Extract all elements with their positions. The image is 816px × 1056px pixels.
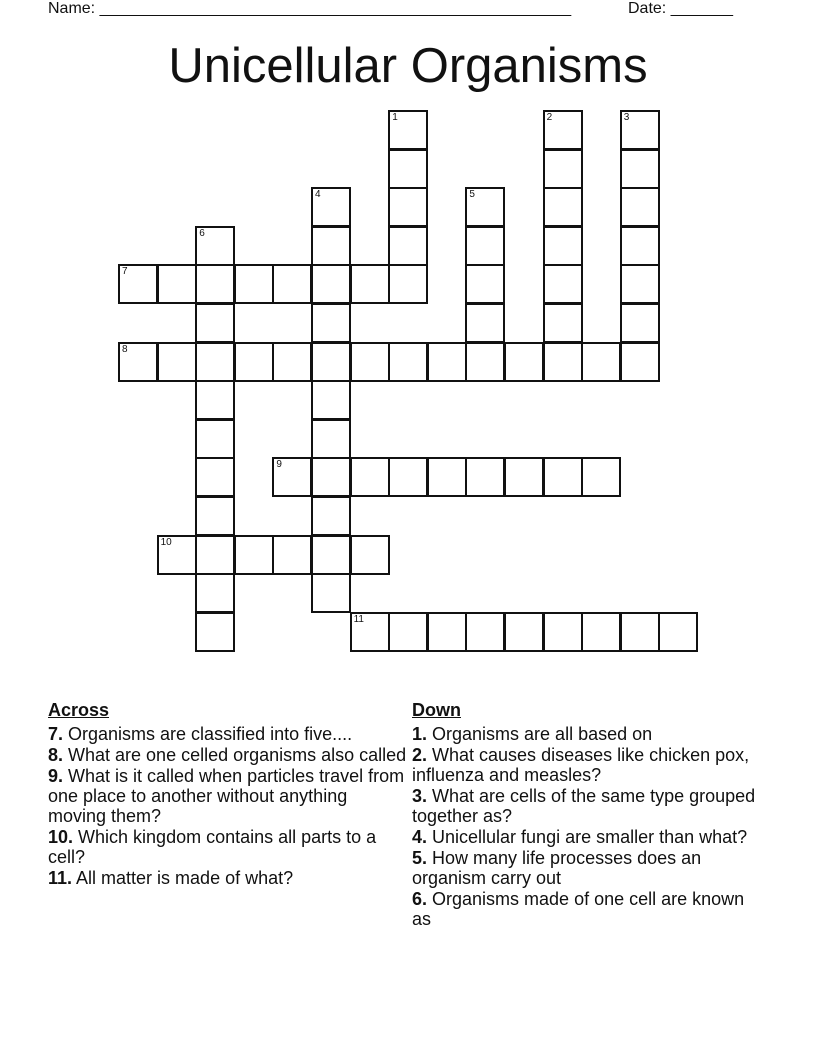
crossword-cell[interactable] [543, 264, 583, 304]
crossword-cell[interactable] [388, 264, 428, 304]
clue-number: 4. [412, 827, 428, 847]
crossword-cell[interactable] [311, 535, 351, 575]
crossword-cell[interactable] [311, 264, 351, 304]
crossword-cell[interactable] [195, 342, 235, 382]
clue-text: Organisms made of one cell are known as [412, 889, 745, 929]
crossword-cell[interactable] [195, 226, 235, 266]
clue-number: 3. [412, 786, 428, 806]
crossword-cell[interactable] [581, 342, 621, 382]
crossword-cell[interactable] [465, 264, 505, 304]
crossword-cell[interactable] [620, 110, 660, 150]
crossword-cell[interactable] [118, 342, 158, 382]
crossword-cell[interactable] [581, 457, 621, 497]
clue-number-label: 9 [276, 459, 282, 471]
crossword-cell[interactable] [195, 612, 235, 652]
crossword-cell[interactable] [350, 612, 390, 652]
clue-number: 1. [412, 724, 428, 744]
crossword-cell[interactable] [350, 457, 390, 497]
down-clue [412, 724, 757, 744]
crossword-cell[interactable] [465, 612, 505, 652]
clue-number: 8. [48, 745, 64, 765]
crossword-cell[interactable] [620, 226, 660, 266]
crossword-cell[interactable] [388, 612, 428, 652]
crossword-cell[interactable] [195, 573, 235, 613]
crossword-cell[interactable] [311, 457, 351, 497]
crossword-cell[interactable] [465, 457, 505, 497]
crossword-cell[interactable] [388, 342, 428, 382]
crossword-cell[interactable] [465, 342, 505, 382]
crossword-cell[interactable] [388, 110, 428, 150]
crossword-cell[interactable] [311, 187, 351, 227]
clue-text: Organisms are classified into five.... [63, 724, 353, 744]
crossword-cell[interactable] [388, 149, 428, 189]
crossword-cell[interactable] [388, 187, 428, 227]
clue-text: Organisms are all based on [427, 724, 653, 744]
clue-number: 7. [48, 724, 64, 744]
clue-number: 5. [412, 848, 428, 868]
crossword-cell[interactable] [543, 303, 583, 343]
crossword-cell[interactable] [157, 342, 197, 382]
crossword-cell[interactable] [543, 342, 583, 382]
clue-number: 6. [412, 889, 428, 909]
clue-number: 9. [48, 766, 64, 786]
down-clue [412, 827, 757, 847]
clue-number-label: 6 [199, 227, 205, 239]
crossword-cell[interactable] [311, 226, 351, 266]
crossword-cell[interactable] [195, 303, 235, 343]
crossword-cell[interactable] [543, 149, 583, 189]
crossword-cell[interactable] [620, 187, 660, 227]
across-heading: Across [48, 700, 110, 720]
crossword-cell[interactable] [427, 342, 467, 382]
down-clue [412, 745, 757, 785]
clue-text: What are one celled organisms also called [63, 745, 407, 765]
down-clue [412, 889, 757, 929]
name-field[interactable]: Name: _____________________________________________________ [48, 0, 572, 17]
crossword-cell[interactable] [311, 303, 351, 343]
crossword-cell[interactable] [311, 380, 351, 420]
clue-number-label: 10 [160, 536, 172, 548]
clue-number: 11. [48, 868, 73, 888]
crossword-cell[interactable] [118, 264, 158, 304]
crossword-cell[interactable] [272, 457, 312, 497]
clue-text: How many life processes does an organism carry out [412, 848, 702, 888]
crossword-cell[interactable] [195, 380, 235, 420]
crossword-cell[interactable] [157, 535, 197, 575]
crossword-cell[interactable] [311, 342, 351, 382]
crossword-cell[interactable] [195, 535, 235, 575]
crossword-cell[interactable] [195, 457, 235, 497]
crossword-cell[interactable] [543, 612, 583, 652]
across-clue [48, 827, 408, 867]
crossword-cell[interactable] [388, 226, 428, 266]
across-clue [48, 745, 408, 765]
crossword-cell[interactable] [388, 457, 428, 497]
crossword-cell[interactable] [465, 303, 505, 343]
crossword-cell[interactable] [465, 226, 505, 266]
across-clue [48, 724, 408, 744]
clue-number-label: 5 [469, 189, 475, 201]
crossword-cell[interactable] [311, 573, 351, 613]
clue-number-label: 11 [353, 613, 364, 625]
crossword-cell[interactable] [427, 457, 467, 497]
across-clues [48, 700, 408, 889]
crossword-cell[interactable] [504, 457, 544, 497]
crossword-cell[interactable] [195, 419, 235, 459]
clue-number-label: 3 [623, 112, 630, 123]
crossword-cell[interactable] [195, 496, 235, 536]
crossword-cell[interactable] [272, 535, 312, 575]
crossword-cell[interactable] [620, 303, 660, 343]
crossword-cell[interactable] [543, 457, 583, 497]
crossword-cell[interactable] [581, 612, 621, 652]
crossword-cell[interactable] [195, 264, 235, 304]
clue-number: 2. [412, 745, 428, 765]
crossword-cell[interactable] [311, 496, 351, 536]
across-clue [48, 868, 408, 888]
down-heading: Down [412, 700, 461, 720]
clue-number-label: 4 [315, 189, 321, 201]
crossword-cell[interactable] [543, 187, 583, 227]
crossword-cell[interactable] [350, 535, 390, 575]
clue-text: Unicellular fungi are smaller than what? [427, 827, 748, 847]
down-clues [412, 700, 757, 930]
across-clue [48, 766, 408, 826]
clue-number-label: 2 [546, 112, 553, 123]
date-field[interactable]: Date: _______ [628, 0, 733, 17]
clue-number-label: 8 [122, 343, 128, 355]
down-clue [412, 848, 757, 888]
crossword-cell[interactable] [504, 342, 544, 382]
crossword-cell[interactable] [234, 342, 274, 382]
crossword-cell[interactable] [620, 149, 660, 189]
crossword-cell[interactable] [350, 342, 390, 382]
clue-number-label: 7 [122, 266, 128, 278]
crossword-cell[interactable] [543, 110, 583, 150]
crossword-cell[interactable] [234, 535, 274, 575]
crossword-cell[interactable] [311, 419, 351, 459]
clue-text: All matter is made of what? [72, 868, 294, 888]
clue-text: What are cells of the same type grouped together as? [412, 786, 756, 826]
clue-text: Which kingdom contains all parts to a cell? [48, 827, 377, 867]
crossword-cell[interactable] [620, 612, 660, 652]
clue-text: What is it called when particles travel from one place to another without anything moving them? [48, 766, 405, 826]
crossword-cell[interactable] [620, 342, 660, 382]
crossword-cell[interactable] [350, 264, 390, 304]
crossword-cell[interactable] [272, 264, 312, 304]
crossword-cell[interactable] [543, 226, 583, 266]
down-clue [412, 786, 757, 826]
clue-number: 10. [48, 827, 74, 847]
crossword-cell[interactable] [157, 264, 197, 304]
crossword-cell[interactable] [234, 264, 274, 304]
crossword-cell[interactable] [504, 612, 544, 652]
page-title: Unicellular Organisms [168, 39, 648, 93]
crossword-cell[interactable] [620, 264, 660, 304]
clue-number-label: 1 [392, 112, 398, 123]
crossword-cell[interactable] [658, 612, 698, 652]
clue-text: What causes diseases like chicken pox, influenza and measles? [412, 745, 750, 785]
crossword-cell[interactable] [465, 187, 505, 227]
crossword-cell[interactable] [272, 342, 312, 382]
crossword-cell[interactable] [427, 612, 467, 652]
